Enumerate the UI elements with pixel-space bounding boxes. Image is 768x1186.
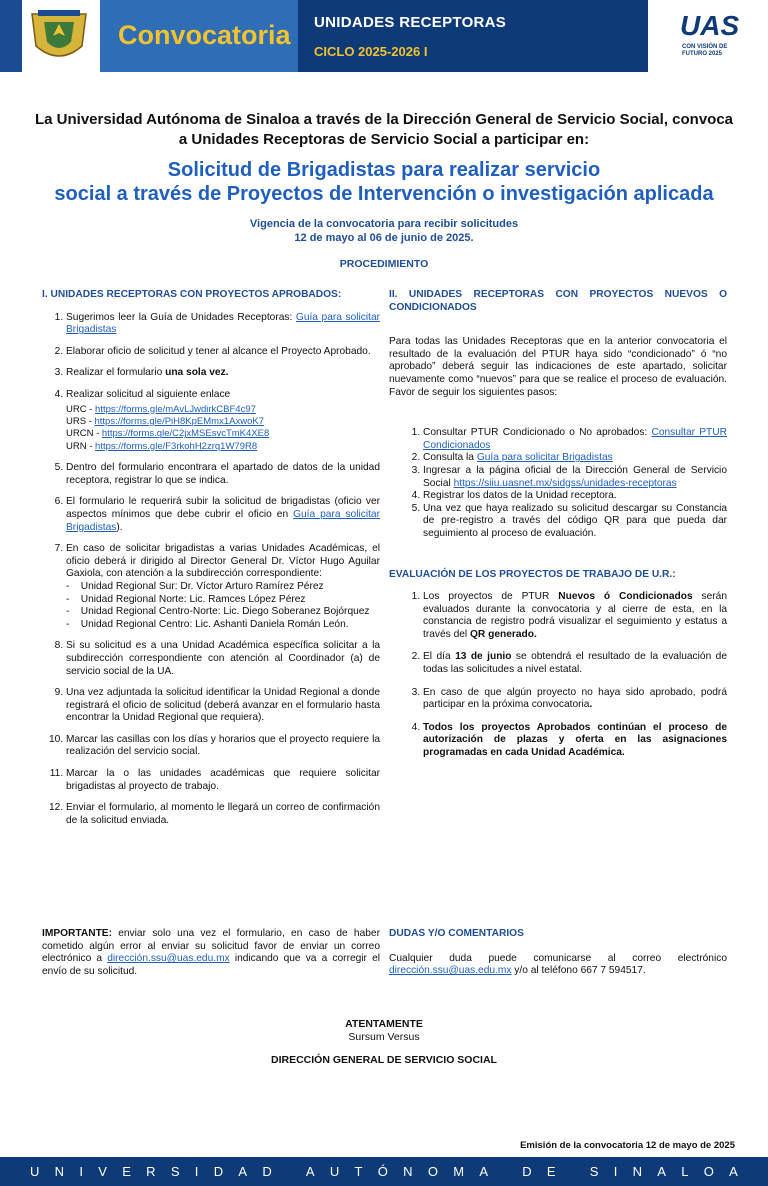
main-title	[30, 158, 738, 206]
url-row: URN - https://forms.gle/F3rkohH2zrq1W79R8	[66, 440, 258, 452]
list-item: 3. Ingresar a la página oficial de la Dirección General de Servicio Social https://siiu.uasnet.mx/sidgss/unidades-receptoras	[423, 465, 727, 490]
list-item: 4. Todos los proyectos Aprobados continúan el proceso de autorización de plazas y oferta en las asignaciones programadas en cada Unidad Académica.	[423, 722, 727, 760]
footer-band	[0, 1157, 768, 1186]
footer-letter: D	[262, 1164, 272, 1179]
footer-letter: D	[522, 1164, 532, 1179]
form-link-urc[interactable]: https://forms.gle/mAvLJwdirkCBF4c97	[95, 403, 256, 415]
vigencia-line1: Vigencia de la convocatoria para recibir solicitudes	[249, 218, 519, 230]
uas-logo-text: UAS	[680, 10, 740, 41]
url-row: URS - https://forms.gle/PiH8KpEMmx1AxwoK7	[66, 415, 264, 427]
footer-letter: T	[354, 1164, 363, 1179]
evaluation-list	[389, 591, 727, 760]
list-item: 3. Realizar el formulario una sola vez.	[66, 367, 380, 380]
list-item: 10. Marcar las casillas con los días y horarios que el proyecto requiere la realización del servicio social.	[66, 734, 380, 759]
header-ciclo: CICLO 2025-2026 I	[314, 44, 428, 59]
list-item: 12. Enviar el formulario, al momento le llegará un correo de confirmación de la solicitud enviada.	[66, 802, 380, 827]
list-item: 7. En caso de solicitar brigadistas a varias Unidades Académicas, el oficio deberá ir dirigido al Director General Dr. Víctor Hugo Aguilar Gaxiola, con atención a la subdirección correspondiente: - Unidad Regional Sur: Dr. Víctor Arturo Ramírez Pérez - Unidad Regional Norte: Lic. Ramces López Pérez - Unidad Regional Centro-Norte: Lic. Diego Soberanez Bojórquez - Unidad Regional Centro: Lic. Ashanti Daniela Román León.	[66, 543, 380, 631]
list-item: 5. Dentro del formulario encontrara el apartado de datos de la unidad receptora, registrar lo que se indica.	[66, 462, 380, 487]
form-link-urn[interactable]: https://forms.gle/F3rkohH2zrq1W79R8	[95, 440, 258, 452]
footer-letter: S	[589, 1164, 599, 1179]
email-link[interactable]: dirección.ssu@uas.edu.mx	[107, 953, 230, 965]
footer-university-name	[0, 1164, 768, 1179]
section-new-title: II. UNIDADES RECEPTORAS CON PROYECTOS NUEVOS O CONDICIONADOS	[389, 289, 727, 313]
intro-paragraph: La Universidad Autónoma de Sinaloa a través de la Dirección General de Servicio Social, convoca a Unidades Receptoras de Servicio Social a participar en:	[34, 111, 734, 148]
region-item: - Unidad Regional Centro-Norte: Lic. Diego Soberanez Bojórquez	[66, 606, 370, 618]
footer-letter: V	[98, 1164, 107, 1179]
new-projects-paragraph: Para todas las Unidades Receptoras que en la anterior convocatoria el resultado de la evaluación del PTUR haya sido “condicionado” ó “no aprobado” deberá seguir las indicaciones de este apartado, solicitar nuevamente como “nuevos” para que se realice el proceso de evaluación. Favor de seguir los siguientes pasos:	[389, 336, 727, 398]
list-item: 6. El formulario le requerirá subir la solicitud de brigadistas (oficio ver aspectos mínimos que debe cubrir el oficio en Guía para solicitar Brigadistas).	[66, 496, 380, 534]
footer-letter: U	[30, 1164, 40, 1179]
form-link-urs[interactable]: https://forms.gle/PiH8KpEMmx1AxwoK7	[94, 415, 264, 427]
evaluation-title: EVALUACIÓN DE LOS PROYECTOS DE TRABAJO DE U.R.:	[389, 568, 676, 580]
header-banner	[0, 0, 768, 72]
dudas-section: DUDAS Y/O COMENTARIOS Cualquier duda puede comunicarse al correo electrónico dirección.ssu@uas.edu.mx y/o al teléfono 667 7 594517.	[389, 928, 727, 977]
guide-link[interactable]: Guía para solicitar Brigadistas	[66, 311, 381, 336]
footer-letter	[571, 1164, 575, 1179]
footer-letter: D	[213, 1164, 224, 1179]
footer-letter	[503, 1164, 507, 1179]
url-row: URC - https://forms.gle/mAvLJwdirkCBF4c97	[66, 403, 256, 415]
vigencia-line2: 12 de mayo al 06 de junio de 2025.	[294, 232, 474, 244]
university-shield-logo	[24, 6, 94, 66]
list-item: 4. Registrar los datos de la Unidad receptora.	[423, 490, 727, 503]
footer-letter: E	[546, 1164, 556, 1179]
footer-letter: A	[479, 1164, 489, 1179]
footer-letter: Ó	[377, 1164, 388, 1179]
list-item: 2. Elaborar oficio de solicitud y tener al alcance el Proyecto Aprobado.	[66, 346, 380, 359]
region-item: - Unidad Regional Sur: Dr. Víctor Arturo Ramírez Pérez	[66, 580, 324, 592]
footer-letter: O	[427, 1164, 438, 1179]
footer-letter: A	[305, 1164, 315, 1179]
footer-letter: A	[238, 1164, 248, 1179]
header-title: Convocatoria	[118, 20, 291, 50]
list-item: 9. Una vez adjuntada la solicitud identificar la Unidad Regional a donde registrará el oficio de solicitud (deberá avanzar en el formulario hasta encontrar la Unidad Regional que requiera).	[66, 687, 380, 725]
list-item: 1. Los proyectos de PTUR Nuevos ó Condicionados serán evaluados durante la convocatoria y al cierre de esta, en la constancia de registro podrá visualizar el seguimiento y estatus a través del QR generado.	[423, 591, 727, 641]
emission-date: Emisión de la convocatoria 12 de mayo de 2025	[520, 1140, 735, 1151]
main-title-line2: social a través de Proyectos de Intervención o investigación aplicada	[54, 183, 714, 205]
footer-letter: I	[613, 1164, 618, 1179]
footer-letter: N	[632, 1164, 642, 1179]
closing-block	[30, 1018, 738, 1067]
list-item: 5. Una vez que haya realizado su solicitud descargar su Constancia de pre-registro a través del código QR para que pueda dar seguimiento al proceso de evaluación.	[423, 503, 727, 541]
list-item: 8. Si su solicitud es a una Unidad Académica específica solicitar a la subdirección correspondiente con atención al Coordinador (a) de servicio social de la UA.	[66, 640, 380, 678]
footer-letter: A	[657, 1164, 666, 1179]
footer-letter: E	[122, 1164, 131, 1179]
vigencia	[30, 217, 738, 245]
header-receptoras: UNIDADES RECEPTORAS	[314, 14, 507, 31]
footer-letter: I	[79, 1164, 83, 1179]
uas-logo-subtitle: CON VISIÓN DE FUTURO 2025	[682, 44, 728, 57]
motto: Sursum Versus	[348, 1031, 420, 1043]
region-item: - Unidad Regional Centro: Lic. Ashanti Daniela Román León.	[66, 618, 349, 630]
dudas-title: DUDAS Y/O COMENTARIOS	[389, 928, 524, 939]
siiu-link[interactable]: https://siiu.uasnet.mx/sidgss/unidades-receptoras	[453, 477, 677, 489]
main-title-line1: Solicitud de Brigadistas para realizar servicio	[167, 159, 601, 181]
footer-letter: S	[170, 1164, 180, 1179]
footer-letter: N	[54, 1164, 65, 1179]
url-row: URCN - https://forms.gle/C2jxMSEsvcTmK4XE8	[66, 428, 270, 440]
footer-letter: I	[194, 1164, 199, 1179]
footer-letter: R	[146, 1164, 156, 1179]
signature: DIRECCIÓN GENERAL DE SERVICIO SOCIAL	[271, 1054, 497, 1066]
list-item: 1. Consultar PTUR Condicionado o No aprobados: Consultar PTUR Condicionados	[423, 427, 727, 452]
list-item: 2. Consulta la Guía para solicitar Brigadistas	[423, 452, 727, 465]
footer-letter: N	[403, 1164, 413, 1179]
footer-letter: L	[681, 1164, 689, 1179]
email-link[interactable]: dirección.ssu@uas.edu.mx	[389, 965, 512, 977]
list-item: 4. Realizar solicitud al siguiente enlace URC - https://forms.gle/mAvLJwdirkCBF4c97 URS - https://forms.gle/PiH8KpEMmx1AxwoK7 URCN - https://forms.gle/C2jxMSEsvcTmK4XE8 URN - https://forms.gle/F3rkohH2zrq1W79R8	[66, 389, 380, 453]
footer-letter: M	[453, 1164, 465, 1179]
guide-link[interactable]: Guía para solicitar Brigadistas	[476, 452, 613, 464]
list-item: 1. Sugerimos leer la Guía de Unidades Receptoras: Guía para solicitar Brigadistas	[66, 312, 380, 337]
approved-steps-list	[42, 312, 380, 828]
left-column	[42, 289, 380, 836]
form-link-urcn[interactable]: https://forms.gle/C2jxMSEsvcTmK4XE8	[101, 428, 270, 440]
footer-letter: A	[729, 1164, 738, 1179]
list-item: 11. Marcar la o las unidades académicas que requiere solicitar brigadistas al proyecto de trabajo.	[66, 768, 380, 793]
list-item: 3. En caso de que algún proyecto no haya sido aprobado, podrá participar en la próxima convocatoria.	[423, 687, 727, 712]
ptur-link[interactable]: Consultar PTUR Condicionados	[423, 427, 727, 451]
new-steps-list	[389, 427, 727, 540]
guide-link[interactable]: Guía para solicitar Brigadistas	[66, 508, 380, 533]
footer-letter: O	[703, 1164, 714, 1179]
atentamente: ATENTAMENTE	[345, 1018, 423, 1030]
region-item: - Unidad Regional Norte: Lic. Ramces López Pérez	[66, 593, 306, 605]
regional-units-list	[66, 581, 380, 631]
section-approved-title: I. UNIDADES RECEPTORAS CON PROYECTOS APROBADOS:	[42, 289, 342, 300]
importante-note: IMPORTANTE: enviar solo una vez el formulario, en caso de haber cometido algún error al enviar su solicitud favor de enviar un correo electrónico a dirección.ssu@uas.edu.mx indicando que va a corregir el envío de su solicitud.	[42, 928, 381, 977]
form-urls	[66, 404, 380, 454]
header-info-band	[298, 0, 648, 72]
header-stripe	[0, 0, 22, 72]
procedimiento-heading: PROCEDIMIENTO	[339, 258, 429, 270]
footer-letter: U	[329, 1164, 340, 1179]
footer-letter	[287, 1164, 291, 1179]
list-item: 2. El día 13 de junio se obtendrá el resultado de la evaluación de todas las solicitudes a nivel estatal.	[423, 651, 727, 676]
right-column	[389, 289, 727, 770]
